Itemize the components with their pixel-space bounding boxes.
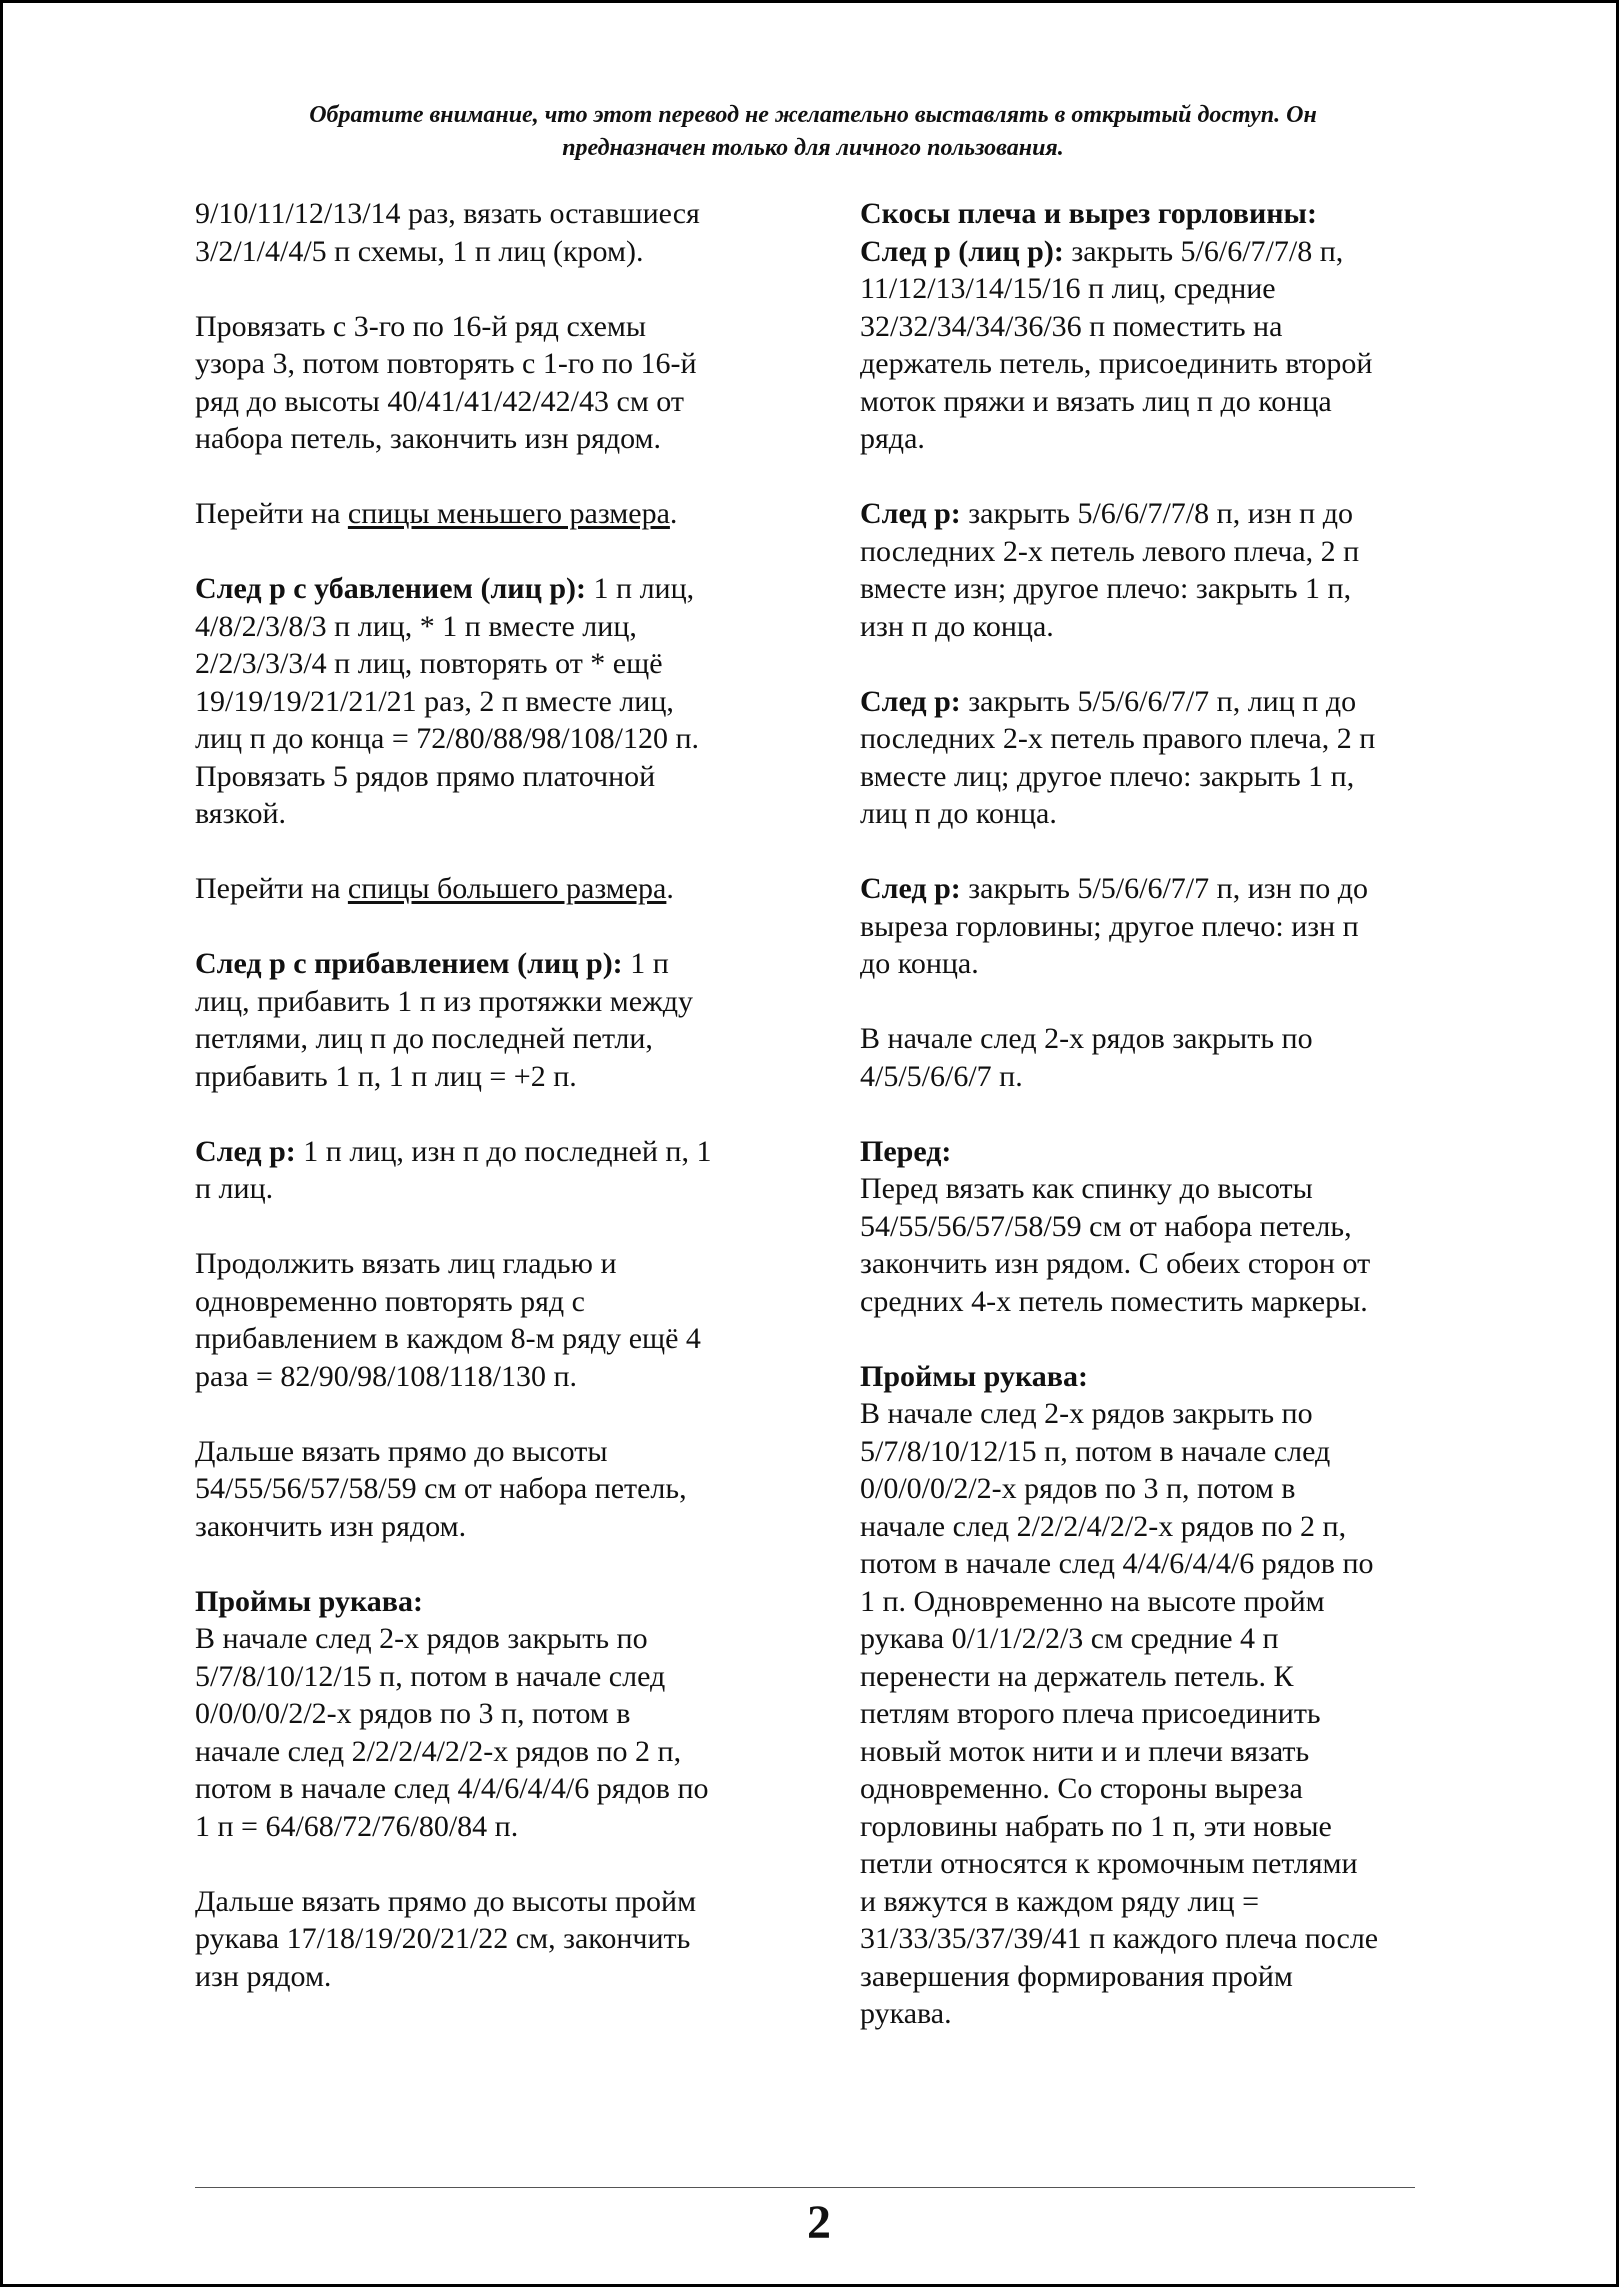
paragraph-smaller-needles: Перейти на спицы меньшего размера. <box>195 497 678 530</box>
paragraph-neckline: След р: закрыть 5/5/6/6/7/7 п, изн по до выреза горловины; другое плечо: изн п до конца. <box>860 872 1368 980</box>
page-number: 2 <box>807 2196 831 2249</box>
paragraph-shoulder-neckline: Скосы плеча и вырез горловины: След р (лиц р): закрыть 5/6/6/7/7/8 п, 11/12/13/14/15/16 п лиц, средние 32/32/34/34/36/36 п поместить на держатель петель, присоединить второй моток пряжи и вязать лиц п до конца ряда. <box>860 197 1373 455</box>
paragraph-armholes: Проймы рукава: В начале след 2-х рядов закрыть по 5/7/8/10/12/15 п, потом в начале след 0/0/0/0/2/2-х рядов по 3 п, потом в начале след 2/2/2/4/2/2-х рядов по 2 п, потом в начале след 4/4/6/4/4/6 рядов по 1 п = 64/68/72/76/80/84 п. <box>195 1584 709 1843</box>
next-row-label: След р: <box>860 872 961 905</box>
front-heading: Перед: <box>860 1134 952 1168</box>
paragraph-front-armholes: Проймы рукава: В начале след 2-х рядов закрыть по 5/7/8/10/12/15 п, потом в начале след 0/0/0/0/2/2-х рядов по 3 п, потом в начале след 2/2/2/4/2/2-х рядов по 2 п, потом в начале след 4/4/6/4/4/6 рядов по 1 п. Одновременно на высоте пройм рукава 0/1/1/2/2/3 см средние 4 п перенести на держатель петель. К петлям второго плеча присоединить новый моток нити и и плечи вязать одновременно. Со стороны выреза горловины набрать по 1 п, эти новые петли относятся к кромочным петлями и вяжутся в каждом ряду лиц = 31/33/35/37/39/41 п каждого плеча после завершения формирования пройм рукава. <box>860 1359 1379 2030</box>
paragraph-increase-row: След р с прибавлением (лиц р): 1 п лиц, прибавить 1 п из протяжки между петлями, лиц п до последней петли, прибавить 1 п, 1 п лиц = +2 п. <box>195 947 694 1093</box>
paragraph-knit-straight: Дальше вязать прямо до высоты 54/55/56/57/58/59 см от набора петель, закончить изн рядом. <box>195 1434 687 1543</box>
shoulder-neckline-heading: Скосы плеча и вырез горловины: <box>860 197 1317 230</box>
left-column <box>195 195 775 1995</box>
translation-notice <box>183 99 1443 165</box>
paragraph-next-row: След р: 1 п лиц, изн п до последней п, 1 п лиц. <box>195 1134 712 1205</box>
next-row-knit-label: След р (лиц р): <box>860 234 1064 268</box>
next-row-label: След р: <box>860 497 961 530</box>
smaller-needles-link: спицы меньшего размера <box>347 497 670 530</box>
paragraph-front: Перед: Перед вязать как спинку до высоты 54/55/56/57/58/59 см от набора петель, закончить изн рядом. С обеих сторон от средних 4-х петель поместить маркеры. <box>860 1134 1371 1318</box>
notice-line: Обратите внимание, что этот перевод не желательно выставлять в открытый доступ. Он <box>309 102 1317 128</box>
right-column <box>860 195 1440 2033</box>
paragraph-pattern-rows: Провязать с 3-го по 16-й ряд схемы узора 3, потом повторять с 1-го по 16-й ряд до высоты 40/41/41/42/42/43 см от набора петель, закончить изн рядом. <box>195 309 697 455</box>
larger-needles-link: спицы большего размера <box>347 872 667 905</box>
next-row-label: След р: <box>195 1134 296 1168</box>
notice-line: предназначен только для личного пользования. <box>562 135 1064 161</box>
paragraph-right-shoulder: След р: закрыть 5/5/6/6/7/7 п, лиц п до последних 2-х петель правого плеча, 2 п вместе лиц; другое плечо: закрыть 1 п, лиц п до конца. <box>860 684 1376 830</box>
paragraph-bind-off: В начале след 2-х рядов закрыть по 4/5/5/6/6/7 п. <box>860 1022 1313 1093</box>
paragraph-larger-needles: Перейти на спицы большего размера. <box>195 872 674 905</box>
paragraph-decrease-row: След р с убавлением (лиц р): 1 п лиц, 4/8/2/3/8/3 п лиц, * 1 п вместе лиц, 2/2/3/3/3/4 п лиц, повторять от * ещё 19/19/19/21/21/21 раз, 2 п вместе лиц, лиц п до конца = 72/80/88/98/108/120 п. Провязать 5 рядов прямо платочной вязкой. <box>195 572 700 830</box>
next-row-label: След р: <box>860 684 961 718</box>
paragraph-remaining-stitches: 9/10/11/12/13/14 раз, вязать оставшиеся 3/2/1/4/4/5 п схемы, 1 п лиц (кром). <box>195 197 700 268</box>
paragraph-armhole-height: Дальше вязать прямо до высоты пройм рукава 17/18/19/20/21/22 см, закончить изн рядом. <box>195 1884 697 1993</box>
increase-row-label: След р с прибавлением (лиц р): <box>195 947 623 980</box>
armholes-heading: Проймы рукава: <box>195 1584 423 1618</box>
paragraph-left-shoulder: След р: закрыть 5/6/6/7/7/8 п, изн п до последних 2-х петель левого плеча, 2 п вместе изн; другое плечо: закрыть 1 п, изн п до конца. <box>860 497 1360 643</box>
footer-divider <box>195 2187 1415 2188</box>
armholes-heading: Проймы рукава: <box>860 1359 1088 1393</box>
paragraph-continue-stockinette: Продолжить вязать лиц гладью и одновременно повторять ряд с прибавлением в каждом 8-м ряду ещё 4 раза = 82/90/98/108/118/130 п. <box>195 1247 701 1393</box>
decrease-row-label: След р с убавлением (лиц р): <box>195 572 587 605</box>
